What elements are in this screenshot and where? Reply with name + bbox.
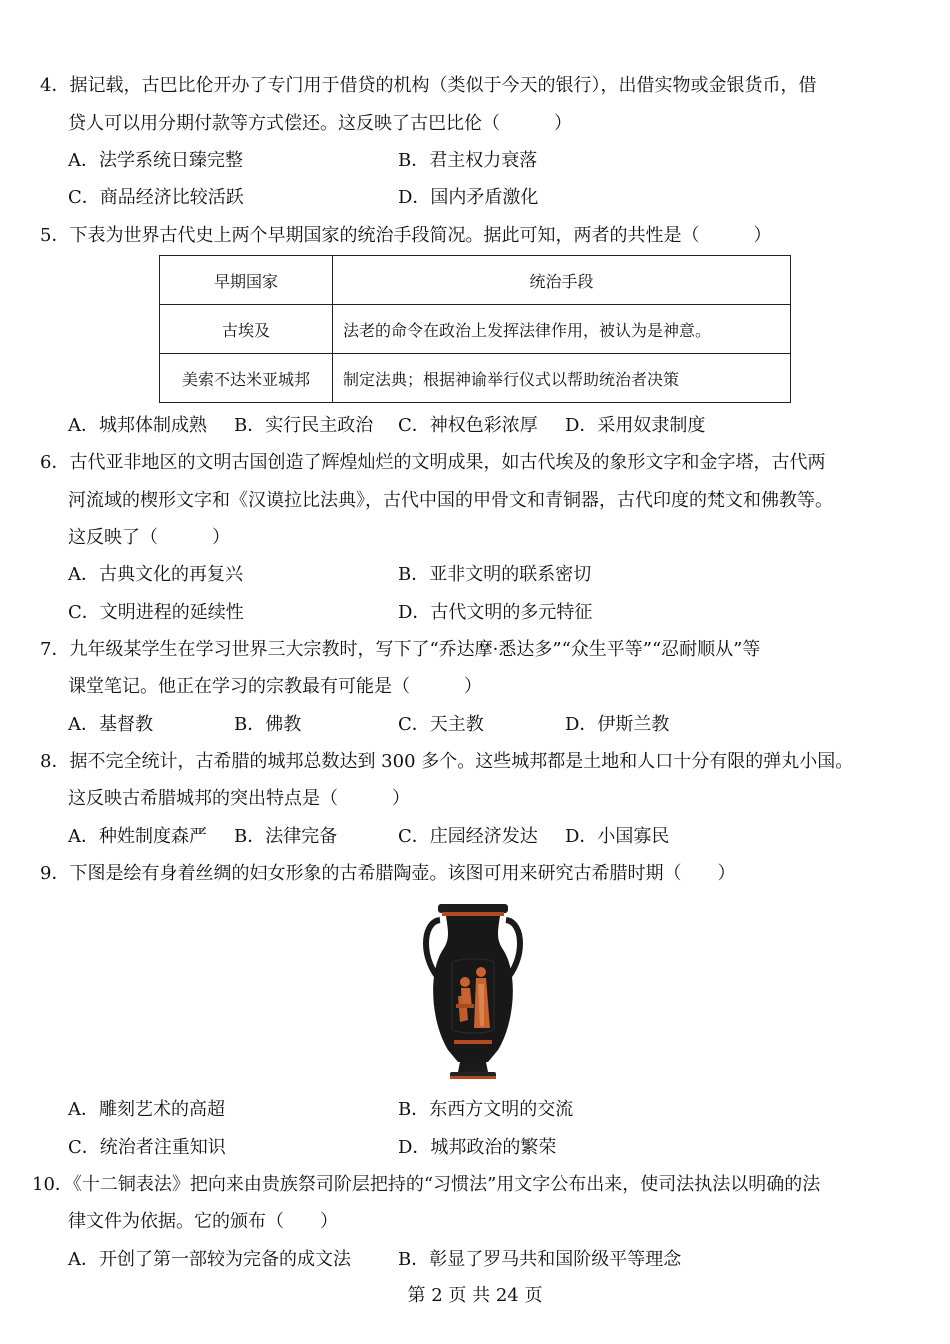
q9-option-b: B．东西方文明的交流 — [398, 1099, 574, 1120]
table-row — [160, 305, 791, 354]
q7-option-b: B．佛教 — [234, 714, 302, 735]
q4-stem-line1: 4．据记载，古巴比伦开办了专门用于借贷的机构（类似于今天的银行），出借实物或金银货币，借 — [40, 75, 817, 96]
q4-stem-line2: 贷人可以用分期付款等方式偿还。这反映了古巴比伦（ ） — [68, 113, 572, 134]
q8-stem-line2: 这反映古希腊城邦的突出特点是（ ） — [68, 788, 410, 809]
q8-stem-line1: 8．据不完全统计，古希腊的城邦总数达到 300 多个。这些城邦都是土地和人口十分有限的弹丸小国。 — [40, 751, 854, 772]
q9-stem-line1: 9．下图是绘有身着丝绸的妇女形象的古希腊陶壶。该图可用来研究古希腊时期（ ） — [40, 863, 736, 884]
q8-option-b: B．法律完备 — [234, 826, 338, 847]
q10-option-b: B．彰显了罗马共和国阶级平等理念 — [398, 1249, 682, 1270]
q7-option-c: C．天主教 — [398, 714, 484, 735]
q5-table — [159, 255, 791, 403]
table-cell-means: 法老的命令在政治上发挥法律作用，被认为是神意。 — [333, 305, 791, 354]
q6-option-d: D．古代文明的多元特征 — [398, 602, 593, 623]
table-row — [160, 354, 791, 403]
q5-option-b: B．实行民主政治 — [234, 415, 374, 436]
q6-option-a: A．古典文化的再复兴 — [68, 564, 243, 585]
q5-option-d: D．采用奴隶制度 — [565, 415, 706, 436]
q7-stem-line2: 课堂笔记。他正在学习的宗教最有可能是（ ） — [68, 676, 482, 697]
q7-option-a: A．基督教 — [68, 714, 153, 735]
q10-stem-line2: 律文件为依据。它的颁布（ ） — [68, 1211, 338, 1232]
q5-stem-line1: 5．下表为世界古代史上两个早期国家的统治手段简况。据此可知，两者的共性是（ ） — [40, 225, 772, 246]
table-cell-country: 美索不达米亚城邦 — [160, 354, 333, 403]
table-header-country: 早期国家 — [160, 256, 333, 305]
table-cell-means: 制定法典；根据神谕举行仪式以帮助统治者决策 — [333, 354, 791, 403]
q5-option-c: C．神权色彩浓厚 — [398, 415, 538, 436]
q9-option-a: A．雕刻艺术的高超 — [68, 1099, 225, 1120]
q5-option-a: A．城邦体制成熟 — [68, 415, 207, 436]
q8-option-a: A．种姓制度森严 — [68, 826, 207, 847]
q4-option-a: A．法学系统日臻完整 — [68, 150, 243, 171]
q10-stem-line1: 10．《十二铜表法》把向来由贵族祭司阶层把持的“习惯法”用文字公布出来，使司法执法以明确的法 — [32, 1174, 821, 1195]
q7-stem-line1: 7．九年级某学生在学习世界三大宗教时，写下了“乔达摩·悉达多”“众生平等”“忍耐顺从”等 — [40, 639, 761, 660]
q9-option-d: D．城邦政治的繁荣 — [398, 1137, 557, 1158]
q4-option-b: B．君主权力衰落 — [398, 150, 538, 171]
q6-stem-line1: 6．古代亚非地区的文明古国创造了辉煌灿烂的文明成果，如古代埃及的象形文字和金字塔，古代两 — [40, 452, 826, 473]
q4-option-c: C．商品经济比较活跃 — [68, 187, 244, 208]
q6-option-b: B．亚非文明的联系密切 — [398, 564, 592, 585]
q9-option-c: C．统治者注重知识 — [68, 1137, 226, 1158]
q6-stem-line2: 河流域的楔形文字和《汉谟拉比法典》，古代中国的甲骨文和青铜器，古代印度的梵文和佛教等。 — [68, 490, 833, 511]
table-header-row — [160, 256, 791, 305]
greek-amphora-image — [418, 900, 528, 1090]
q7-option-d: D．伊斯兰教 — [565, 714, 670, 735]
q8-option-d: D．小国寡民 — [565, 826, 670, 847]
q10-option-a: A．开创了第一部较为完备的成文法 — [68, 1249, 351, 1270]
q8-option-c: C．庄园经济发达 — [398, 826, 538, 847]
q4-option-d: D．国内矛盾激化 — [398, 187, 539, 208]
table-cell-country: 古埃及 — [160, 305, 333, 354]
q6-stem-line3: 这反映了（ ） — [68, 527, 230, 548]
page-number-footer: 第 2 页 共 24 页 — [407, 1285, 543, 1306]
q6-option-c: C．文明进程的延续性 — [68, 602, 244, 623]
table-header-means: 统治手段 — [333, 256, 791, 305]
